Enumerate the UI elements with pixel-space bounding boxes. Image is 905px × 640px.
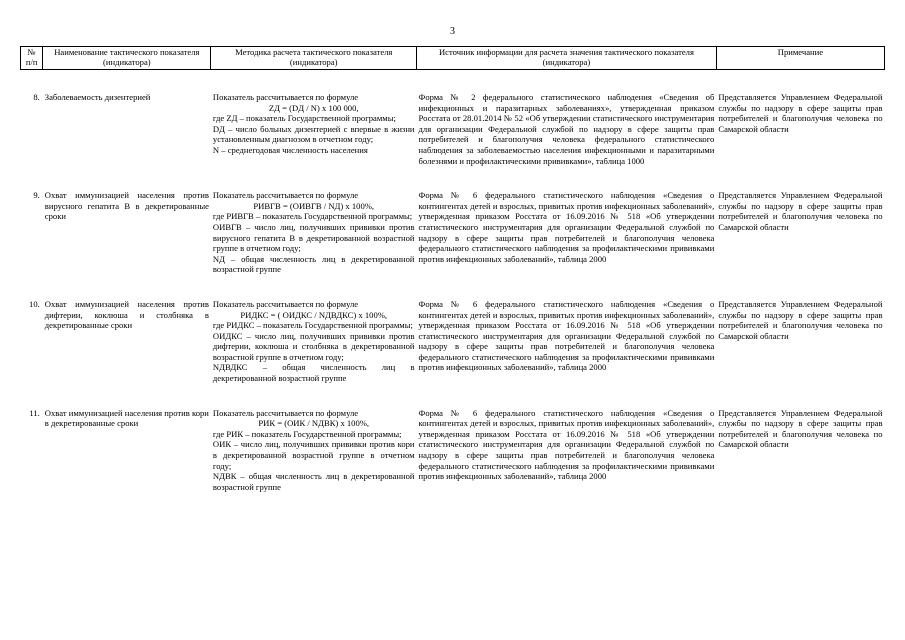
- method-definition: N – среднегодовая численность населения: [212, 144, 368, 155]
- method-definition: ОИК – число лиц, получивших прививки против кори в декретированной возрастной группе в отчетном году;: [212, 439, 415, 471]
- method-formula: ZД = (DД / N) x 100 000,: [268, 102, 359, 113]
- row-number: 11.: [29, 407, 40, 418]
- note-cell: Представляется Управлением Федеральной службы по надзору в сфере защиты прав потребителей и благополучия человека по Самарской области: [718, 92, 883, 134]
- method-formula: РИДКС = ( ОИДКС / NДВДКС) x 100%,: [240, 309, 388, 320]
- method-cell: [211, 172, 417, 281]
- indicators-table: [20, 46, 885, 498]
- table-row: [21, 390, 885, 499]
- method-intro: Показатель рассчитывается по формуле: [212, 407, 359, 418]
- method-definition: ОИВГВ – число лиц, получивших прививки против вирусного гепатита В в декретированной возрастной группе в отчетном году;: [212, 221, 415, 254]
- table-row: [21, 172, 885, 281]
- method-cell: [211, 390, 417, 499]
- source-cell: Форма № 2 федерального статистического наблюдения «Сведения об инфекционных и паразитарных заболеваниях», утвержденная приказом Росстата от 28.01.2014 № 52 «Об утверждении статистического инструментария для организации Федеральной службой по надзору в сфере защиты прав потребителей и благополучия человека федерального статистического наблюдения за заболеваемостью населения инфекционными и паразитарными болезнями и профилактическими прививками», таблица 1000: [418, 92, 715, 166]
- method-definition: NДВДКС – общая численность лиц в декретированной возрастной группе: [212, 362, 415, 384]
- source-cell: Форма № 6 федерального статистического наблюдения «Сведения о контингентах детей и взрослых, привитых против инфекционных заболеваний», утвержденная приказом Росстата от 16.09.2016 № 518 «Об утверждении статистического инструментария для организации Федеральной службой по надзору в сфере защиты прав потребителей и благополучия человека федерального статистического наблюдения за профилактическими прививками против инфекционных заболеваний», таблица 2000: [418, 190, 715, 264]
- method-definition: где ZД – показатель Государственной программы;: [212, 113, 396, 124]
- page-number: 3: [450, 26, 455, 37]
- indicator-name: Охват иммунизацией населения против дифтерии, коклюша и столбняка в декретированные сроки: [44, 298, 209, 331]
- table-header-row: [21, 47, 885, 70]
- method-definition: где РИК – показатель Государственной программы;: [212, 428, 402, 439]
- header-source: Источник информации для расчета значения тактического показателя (индикатора): [417, 47, 717, 70]
- indicators-table-wrapper: [20, 46, 885, 498]
- method-definition: NД – общая численность лиц в декретированной возрастной группе: [212, 253, 415, 275]
- method-intro: Показатель рассчитывается по формуле: [212, 92, 359, 102]
- source-cell: Форма № 6 федерального статистического наблюдения «Сведения о контингентах детей и взрослых, привитых против инфекционных заболеваний», утвержденная приказом Росстата от 16.09.2016 № 518 «Об утверждении статистического инструментария для организации Федеральной службой по надзору в сфере защиты прав потребителей и благополучия человека федерального статистического наблюдения за профилактическими прививками против инфекционных заболеваний», таблица 2000: [418, 298, 715, 373]
- row-number: 10.: [29, 298, 40, 309]
- header-method: Методика расчета тактического показателя (индикатора): [211, 47, 417, 70]
- method-definition: где РИВГВ – показатель Государственной программы;: [212, 211, 413, 222]
- note-cell: Представляется Управлением Федеральной службы по надзору в сфере защиты прав потребителей и благополучия человека по Самарской области: [718, 407, 883, 450]
- method-definition: NДВК – общая численность лиц в декретированной возрастной группе: [212, 471, 415, 492]
- indicator-name: Заболеваемость дизентерией: [44, 92, 151, 102]
- indicator-name: Охват иммунизацией населения против вирусного гепатита В в декретированные сроки: [44, 190, 209, 222]
- method-cell: [211, 70, 417, 173]
- header-note: Примечание: [716, 47, 884, 70]
- table-row: [21, 281, 885, 390]
- method-cell: [211, 281, 417, 390]
- method-definition: DД – число больных дизентерией с впервые в жизни установленным диагнозом в отчетном году;: [212, 123, 415, 145]
- table-row: [21, 70, 885, 173]
- method-intro: Показатель рассчитывается по формуле: [212, 190, 359, 201]
- method-definition: ОИДКС – число лиц, получивших прививки против дифтерии, коклюша и столбняка в декретированной возрастной группе в отчетном году;: [212, 330, 415, 362]
- header-num: № п/п: [21, 47, 43, 70]
- indicator-name: Охват иммунизацией населения против кори в декретированные сроки: [44, 407, 209, 429]
- source-cell: Форма № 6 федерального статистического наблюдения «Сведения о контингентах детей и взрослых, привитых против инфекционных заболеваний», утвержденная приказом Росстата от 16.09.2016 № 518 «Об утверждении статистического инструментария для организации Федеральной службой по надзору в сфере защиты прав потребителей и благополучия человека федерального статистического наблюдения за профилактическими прививками против инфекционных заболеваний», таблица 2000: [418, 407, 715, 482]
- row-number: 8.: [33, 92, 40, 102]
- row-number: 9.: [33, 190, 40, 201]
- note-cell: Представляется Управлением Федеральной службы по надзору в сфере защиты прав потребителей и благополучия человека по Самарской области: [718, 190, 883, 232]
- header-name: Наименование тактического показателя (индикатора): [43, 47, 211, 70]
- method-formula: РИК = (ОИК / NДВК) x 100%,: [258, 418, 370, 429]
- method-formula: РИВГВ = (ОИВГВ / NД) x 100%,: [253, 200, 375, 211]
- method-intro: Показатель рассчитывается по формуле: [212, 298, 359, 309]
- note-cell: Представляется Управлением Федеральной службы по надзору в сфере защиты прав потребителей и благополучия человека по Самарской области: [718, 298, 883, 341]
- method-definition: где РИДКС – показатель Государственной программы;: [212, 320, 413, 331]
